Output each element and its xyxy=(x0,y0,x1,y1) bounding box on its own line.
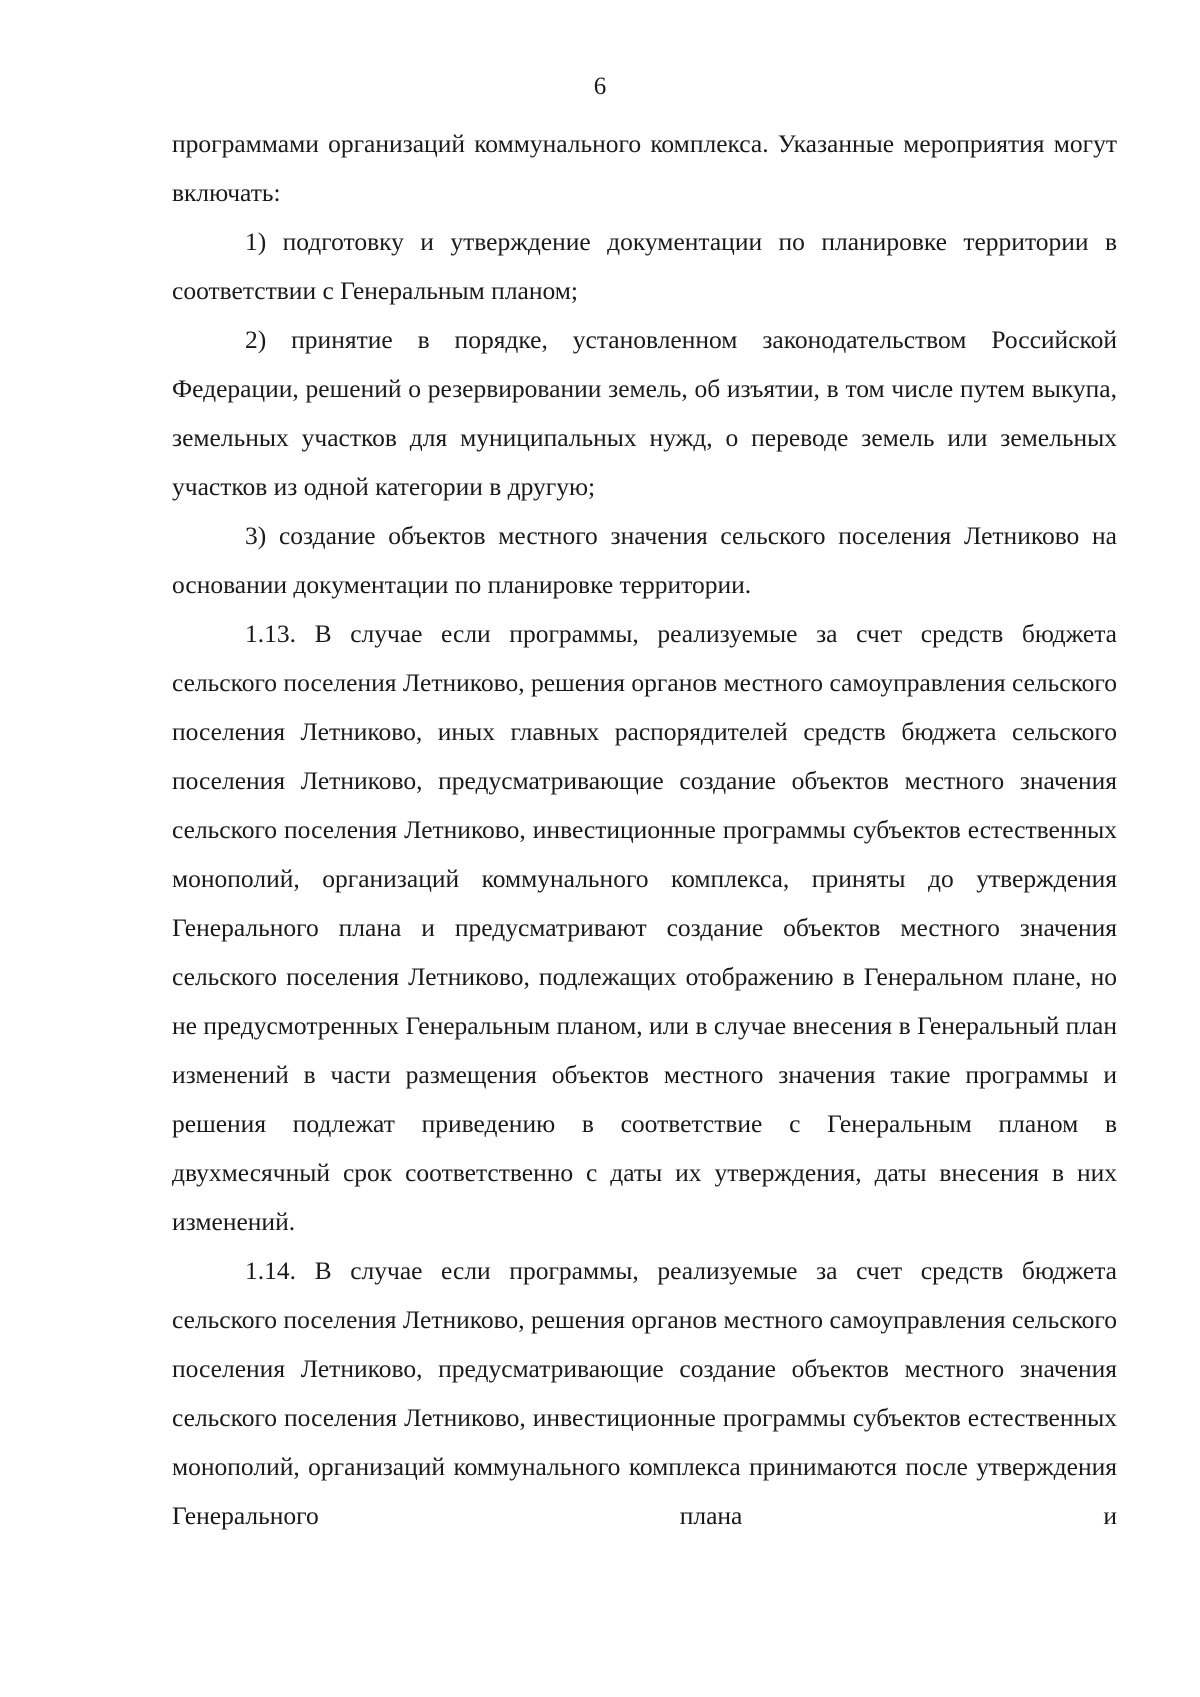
document-body xyxy=(172,119,1117,1540)
paragraph-item-1: 1) подготовку и утверждение документации по планировке территории в соответствии с Генеральным планом; xyxy=(172,227,1117,305)
paragraph-1-13: 1.13. В случае если программы, реализуемые за счет средств бюджета сельского поселения Летниково, решения органов местного самоуправления сельского поселения Летниково, иных главных распорядителей средств бюджета сельского поселения Летниково, предусматривающие создание объектов местного значения сельского поселения Летниково, инвестиционные программы субъектов естественных монополий, организаций коммунального комплекса, приняты до утверждения Генерального плана и предусматривают создание объектов местного значения сельского поселения Летниково, подлежащих отображению в Генеральном плане, но не предусмотренных Генеральным планом, или в случае внесения в Генеральный план изменений в части размещения объектов местного значения такие программы и решения подлежат приведению в соответствие с Генеральным планом в двухмесячный срок соответственно с даты их утверждения, даты внесения в них изменений. xyxy=(172,619,1117,1236)
page-number: 6 xyxy=(593,73,607,100)
paragraph-item-3: 3) создание объектов местного значения сельского поселения Летниково на основании документации по планировке территории. xyxy=(172,521,1117,599)
paragraph-item-2: 2) принятие в порядке, установленном законодательством Российской Федерации, решений о резервировании земель, об изъятии, в том числе путем выкупа, земельных участков для муниципальных нужд, о переводе земель или земельных участков из одной категории в другую; xyxy=(172,325,1117,501)
paragraph-1-14: 1.14. В случае если программы, реализуемые за счет средств бюджета сельского поселения Летниково, решения органов местного самоуправления сельского поселения Летниково, предусматривающие создание объектов местного значения сельского поселения Летниково, инвестиционные программы субъектов естественных монополий, организаций коммунального комплекса принимаются после утверждения Генерального плана и xyxy=(172,1256,1117,1530)
paragraph-continuation: программами организаций коммунального комплекса. Указанные мероприятия могут включать: xyxy=(172,129,1117,207)
